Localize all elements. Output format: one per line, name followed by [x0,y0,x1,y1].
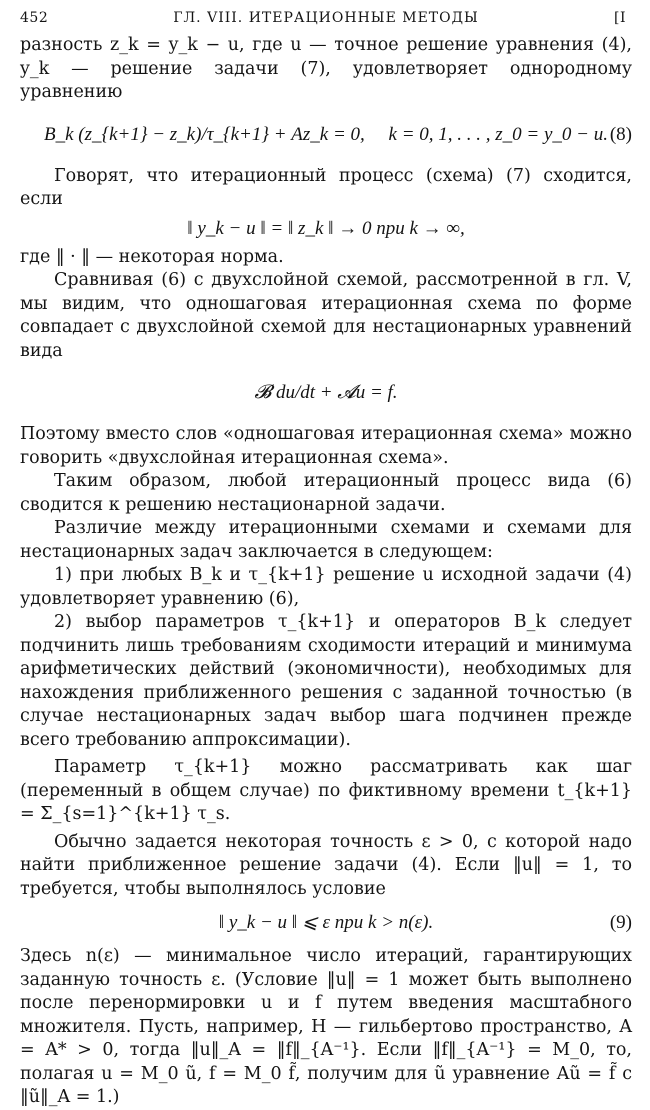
equation-convergence: ‖ y_k − u ‖ = ‖ z_k ‖ → 0 при k → ∞, [187,217,465,239]
paragraph-3: где ‖ · ‖ — некоторая норма. [20,246,284,267]
equation-9-label: (9) [609,912,632,933]
paragraph-9: 2) выбор параметров τ_{k+1} и операторов B_k следует подчинить лишь требованиям сходимости итераций и минимума арифметических действий (экономичности), необходимых для нахождения приближенного решения с заданной точностью (в случае нестационарных задач выбор шага подчинен прежде всего требованию аппроксимации). [20,612,632,750]
paragraph-2: Говорят, что итерационный процесс (схема) (7) сходится, если [20,165,632,209]
paragraph-1: разность z_k = y_k − u, где u — точное решение уравнения (4), y_k — решение задачи (7), удовлетворяет однородному уравнению [20,35,632,102]
equation-9-formula: ‖ y_k − u ‖ ⩽ ε при k > n(ε). [218,912,434,933]
page-number: 452 [20,10,49,26]
paragraph-12: Здесь n(ε) — минимальное число итераций, гарантирующих заданную точность ε. (Условие ‖u‖ = 1 может быть выполнено после перенормировки u и f путем введения масштабного множителя. Пусть, например, H — гильбертово пространство, A = A* > 0, тогда ‖u‖_A = ‖f‖_{A⁻¹}. Если ‖f‖_{A⁻¹} = M_0, то, полагая u = M_0 ũ, f = M_0 f̃, получим для ũ уравнение Aũ = f̃ с ‖ũ‖_A = 1.) [20,946,632,1107]
section-mark: [I [614,10,626,26]
equation-8 [20,113,632,157]
paragraph-5: Поэтому вместо слов «одношаговая итерационная схема» можно говорить «двухслойная итерационная схема». [20,424,632,468]
paragraph-8: 1) при любых B_k и τ_{k+1} решение u исходной задачи (4) удовлетворяет уравнению (6), [20,565,632,609]
paragraph-11: Обычно задается некоторая точность ε > 0, с которой надо найти приближенное решение задачи (4). Если ‖u‖ = 1, то требуется, чтобы выполнялось условие [20,831,632,899]
paragraph-10: Параметр τ_{k+1} можно рассматривать как шаг (переменный в общем случае) по фиктивному времени t_{k+1} = Σ_{s=1}^{k+1} τ_s. [20,757,632,824]
running-header [20,8,632,34]
equation-8-condition: k = 0, 1, . . . , z_0 = y_0 − u. [388,123,609,145]
equation-8-label: (8) [609,123,632,145]
running-title: ГЛ. VIII. ИТЕРАЦИОННЫЕ МЕТОДЫ [173,10,479,26]
equation-8-lhs: B_k (z_{k+1} − z_k)/τ_{k+1} + Az_k = 0, [43,123,365,145]
equation-nonstationary: 𝓑 du/dt + 𝓐u = f. [254,382,398,403]
paragraph-6: Таким образом, любой итерационный процесс вида (6) сводится к решению нестационарной задачи. [20,471,632,515]
page [20,8,632,1110]
equation-9 [20,901,632,945]
paragraph-4: Сравнивая (6) с двухслойной схемой, рассмотренной в гл. V, мы видим, что одношаговая итерационная схема по форме совпадает с двухслойной схемой для нестационарных уравнений вида [20,270,632,361]
paragraph-7: Различие между итерационными схемами и схемами для нестационарных задач заключается в следующем: [20,518,632,562]
